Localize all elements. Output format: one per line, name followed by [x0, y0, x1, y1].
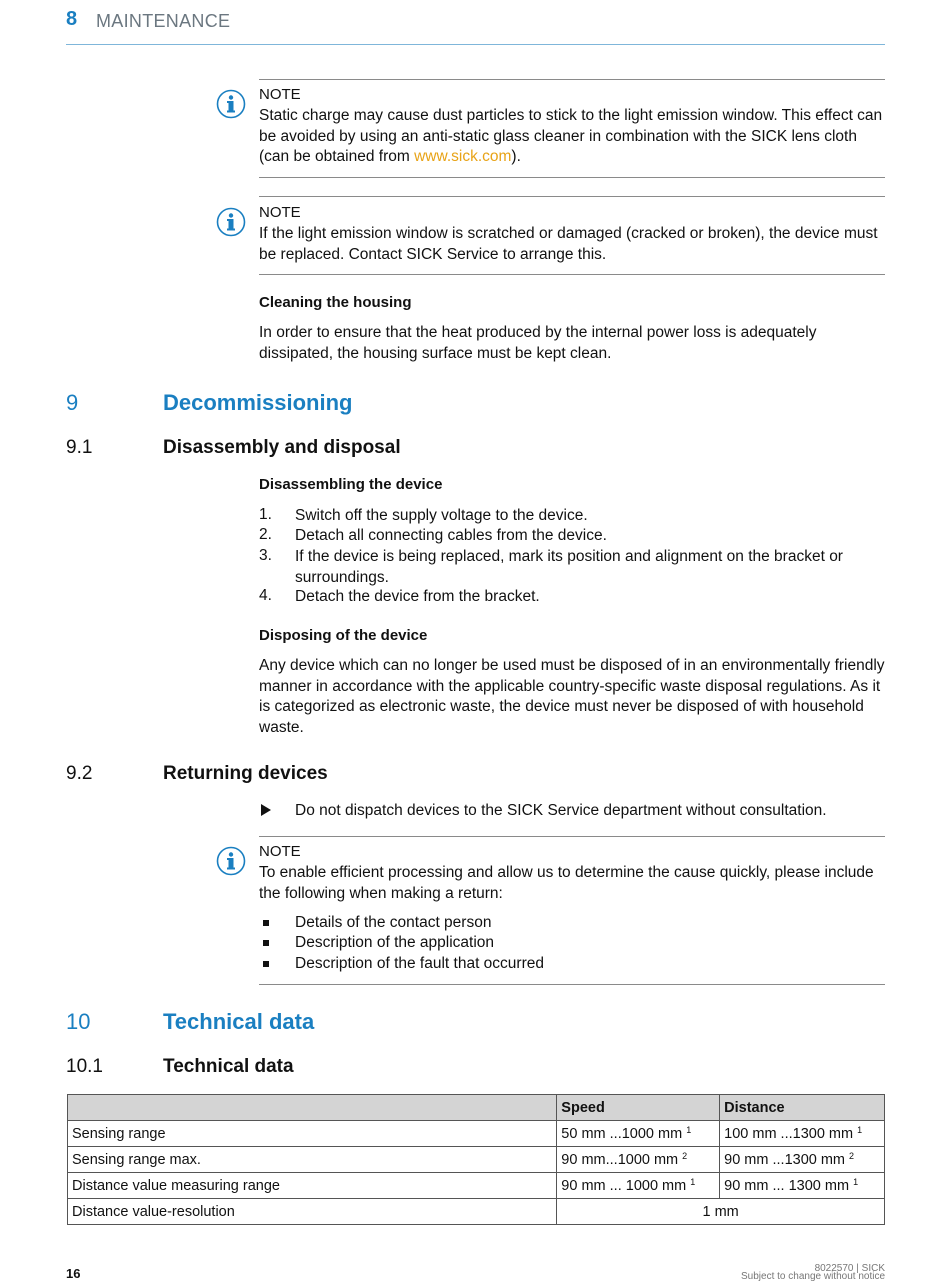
table-cell-distance: 90 mm ...1300 mm $^2$ [720, 1147, 885, 1173]
table-cell-label: Distance value measuring range [68, 1173, 557, 1199]
technical-data-table [67, 1094, 885, 1225]
table-cell-label: Distance value-resolution [68, 1199, 557, 1225]
table-row [68, 1147, 885, 1173]
table-header-row [68, 1095, 885, 1121]
note-label: NOTE [259, 843, 301, 860]
section-number: 10 [66, 1009, 91, 1034]
note-list-item: Details of the contact person [295, 914, 492, 931]
step-number: 4. [259, 587, 272, 604]
bullet-icon [263, 961, 269, 967]
instruction-arrow-icon [261, 804, 271, 816]
footer-subject-notice: Subject to change without notice [741, 1271, 885, 1282]
note-text: To enable efficient processing and allow us to determine the cause quickly, please include the following when making a return: [259, 864, 874, 902]
disassembling-heading: Disassembling the device [259, 476, 443, 493]
page-number: 16 [66, 1266, 81, 1281]
header-divider [66, 44, 885, 45]
cleaning-heading: Cleaning the housing [259, 294, 412, 311]
note-rule-top [259, 79, 885, 80]
subsection-title: Returning devices [163, 763, 328, 784]
step-text: If the device is being replaced, mark its position and alignment on the bracket or surroundings. [295, 548, 843, 586]
note-list-item: Description of the application [295, 934, 495, 951]
info-icon [216, 846, 246, 876]
subsection-number: 9.2 [66, 763, 93, 784]
subsection-number: 9.1 [66, 437, 93, 458]
step-number: 1. [259, 506, 272, 523]
step-number: 2. [259, 526, 272, 543]
table-cell-speed: 90 mm ... 1000 mm $^1$ [557, 1173, 720, 1199]
table-cell-label: Sensing range [68, 1121, 557, 1147]
note-rule-top [259, 196, 885, 197]
note-list-item: Description of the fault that occurred [295, 955, 544, 972]
section-title: Technical data [163, 1009, 315, 1034]
subsection-title: Disassembly and disposal [163, 437, 401, 458]
table-cell-distance: 90 mm ... 1300 mm $^1$ [720, 1173, 885, 1199]
table-cell-speed: 90 mm...1000 mm $^2$ [557, 1147, 720, 1173]
chapter-title: MAINTENANCE [96, 11, 231, 31]
table-row [68, 1173, 885, 1199]
note-rule-bottom [259, 984, 885, 985]
subsection-number: 10.1 [66, 1056, 103, 1077]
table-cell-distance: 100 mm ...1300 mm $^1$ [720, 1121, 885, 1147]
info-icon [216, 207, 246, 237]
table-row [68, 1199, 885, 1225]
disposing-heading: Disposing of the device [259, 627, 428, 644]
step-text: Detach the device from the bracket. [295, 588, 540, 605]
step-text: Detach all connecting cables from the device. [295, 527, 607, 544]
subsection-title: Technical data [163, 1056, 294, 1077]
note-rule-bottom [259, 274, 885, 275]
note-text: If the light emission window is scratched or damaged (cracked or broken), the device must be replaced. Contact SICK Service to arrange this. [259, 225, 878, 263]
step-text: Switch off the supply voltage to the device. [295, 507, 588, 524]
table-header-cell: Speed [557, 1095, 720, 1121]
bullet-icon [263, 920, 269, 926]
table-header-cell [68, 1095, 557, 1121]
table-cell-resolution: 1 mm [557, 1199, 885, 1225]
disposing-text: Any device which can no longer be used must be disposed of in an environmentally friendly manner in accordance with the applicable country-specific waste disposal regulations. As it is categorized as electronic waste, the device must never be disposed of with household waste. [259, 657, 885, 736]
section-title: Decommissioning [163, 390, 353, 415]
section-number: 9 [66, 390, 79, 415]
step-number: 3. [259, 547, 272, 564]
document-reference: 8022570 | SICK [814, 1263, 885, 1274]
table-cell-label: Sensing range max. [68, 1147, 557, 1173]
table-row [68, 1121, 885, 1147]
note-text: Static charge may cause dust particles to stick to the light emission window. This effect can be avoided by using an anti-static glass cleaner in combination with the SICK lens cloth (can be obtained from www.sick.com). [259, 107, 883, 165]
table-header-cell: Distance [720, 1095, 885, 1121]
chapter-number: 8 [66, 8, 78, 30]
note-label: NOTE [259, 86, 301, 103]
note-label: NOTE [259, 204, 301, 221]
cleaning-text: In order to ensure that the heat produced by the internal power loss is adequately dissipated, the housing surface must be kept clean. [259, 324, 817, 362]
instruction-text: Do not dispatch devices to the SICK Service department without consultation. [295, 802, 827, 819]
note-rule-top [259, 836, 885, 837]
note-rule-bottom [259, 177, 885, 178]
info-icon [216, 89, 246, 119]
sick-website-link[interactable]: www.sick.com [414, 148, 512, 165]
table-cell-speed: 50 mm ...1000 mm $^1$ [557, 1121, 720, 1147]
bullet-icon [263, 940, 269, 946]
